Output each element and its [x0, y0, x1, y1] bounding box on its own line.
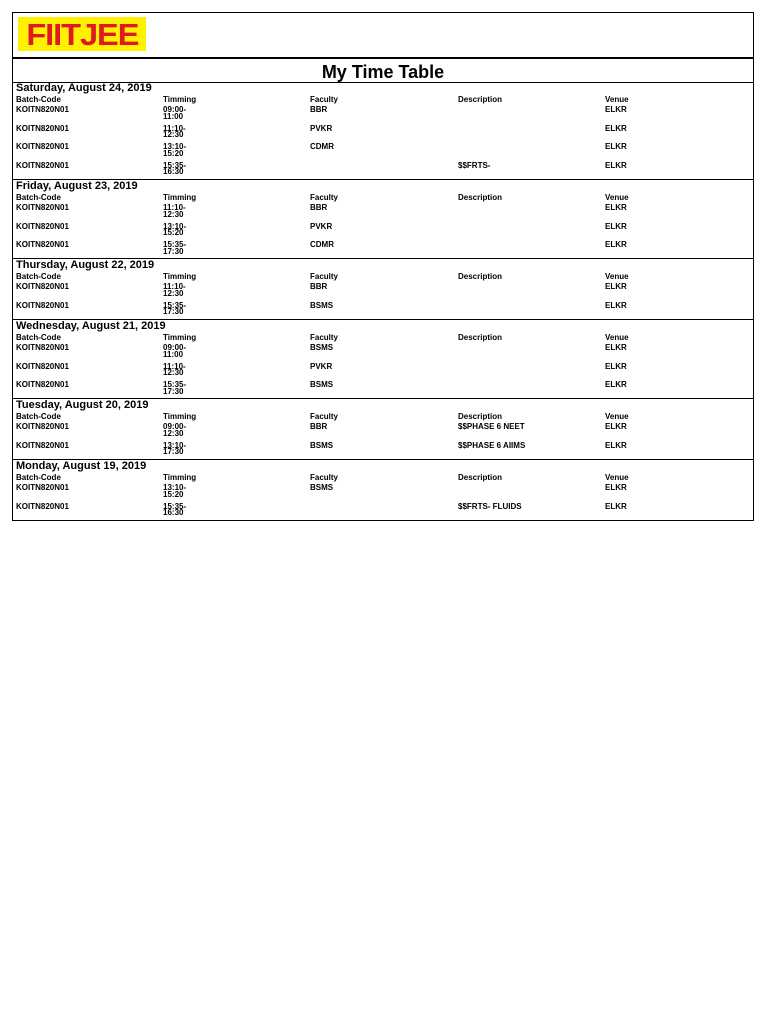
time-start: 15:35- [163, 240, 187, 249]
time-cell [163, 221, 187, 237]
column-header: Batch-Code [16, 193, 61, 202]
faculty-cell: BBR [310, 422, 328, 431]
faculty-cell: BBR [310, 105, 328, 114]
time-end: 15:20 [163, 228, 184, 237]
time-cell [163, 424, 186, 437]
time-cell [163, 440, 187, 456]
time-start: 13:10- [163, 221, 187, 231]
time-start: 13:10- [163, 142, 187, 151]
column-header: Timming [163, 95, 197, 104]
time-start: 15:35- [163, 160, 187, 170]
venue-cell: ELKR [605, 483, 627, 492]
batch-cell: KOITN820N01 [16, 422, 69, 431]
time-start: 15:35- [163, 501, 187, 511]
batch-cell: KOITN820N01 [16, 483, 69, 492]
table-header [13, 271, 753, 282]
day-date: Saturday, August 24, 2019 [16, 82, 152, 94]
time-cell [163, 107, 186, 120]
batch-cell: KOITN820N01 [16, 221, 69, 231]
column-header: Description [458, 95, 503, 104]
batch-cell: KOITN820N01 [16, 501, 69, 511]
column-header: Timming [163, 333, 197, 342]
faculty-cell: BSMS [310, 440, 334, 450]
time-end: 17:30 [163, 447, 184, 456]
day-section [13, 319, 753, 399]
table-row [13, 142, 753, 161]
time-start: 15:35- [163, 380, 187, 389]
column-header: Batch-Code [16, 272, 61, 281]
table-row [13, 441, 753, 460]
time-cell [163, 485, 186, 498]
batch-cell: KOITN820N01 [16, 142, 69, 151]
batch-cell: KOITN820N01 [16, 300, 69, 310]
time-start: 11:10- [163, 361, 186, 371]
day-date: Tuesday, August 20, 2019 [16, 399, 149, 411]
day-section [13, 179, 753, 259]
faculty-cell: BSMS [310, 300, 334, 310]
time-end: 12:30 [163, 130, 184, 139]
time-end: 12:30 [163, 428, 184, 438]
time-end: 12:30 [163, 288, 184, 298]
faculty-cell: BSMS [310, 380, 334, 389]
column-header: Description [458, 412, 503, 421]
table-header [13, 332, 753, 343]
time-cell [163, 144, 186, 157]
page-title: My Time Table [321, 62, 445, 82]
batch-cell: KOITN820N01 [16, 380, 69, 389]
table-row [13, 222, 753, 241]
time-cell [163, 382, 186, 395]
column-header: Batch-Code [16, 95, 61, 104]
table-row [13, 343, 753, 362]
time-start: 13:10- [163, 440, 187, 450]
venue-cell: ELKR [605, 361, 627, 371]
time-end: 11:00 [163, 349, 184, 359]
column-header: Venue [605, 333, 629, 342]
column-header: Description [458, 272, 503, 281]
table-row [13, 362, 753, 381]
time-cell [163, 501, 187, 517]
time-start: 13:10- [163, 483, 187, 492]
venue-cell: ELKR [605, 300, 627, 310]
day-date: Friday, August 23, 2019 [16, 180, 138, 192]
day-section [13, 398, 753, 460]
table-row [13, 301, 753, 320]
table-header [13, 192, 753, 203]
time-end: 15:20 [163, 489, 184, 499]
time-end: 17:30 [163, 307, 184, 316]
time-end: 15:20 [163, 148, 184, 158]
time-cell [163, 284, 186, 297]
table-row [13, 161, 753, 180]
faculty-cell: BSMS [310, 483, 334, 492]
table-header [13, 94, 753, 105]
column-header: Description [458, 473, 503, 482]
time-start: 11:10- [163, 282, 186, 291]
time-cell [163, 123, 186, 139]
description-cell: $$FRTS- [458, 160, 491, 170]
batch-cell: KOITN820N01 [16, 240, 69, 249]
batch-cell: KOITN820N01 [16, 343, 69, 352]
venue-cell: ELKR [605, 422, 627, 431]
table-row [13, 502, 753, 521]
description-cell: $$FRTS- FLUIDS [458, 501, 522, 511]
table-row [13, 105, 753, 124]
time-end: 17:30 [163, 386, 184, 396]
column-header: Venue [605, 193, 629, 202]
day-date: Monday, August 19, 2019 [16, 460, 147, 472]
column-header: Batch-Code [16, 473, 61, 482]
time-end: 16:30 [163, 167, 184, 176]
description-cell: $$PHASE 6 AIIMS [458, 440, 526, 450]
time-cell [163, 300, 187, 316]
table-row [13, 483, 753, 502]
venue-cell: ELKR [605, 123, 627, 133]
column-header: Faculty [310, 193, 339, 202]
time-start: 09:00- [163, 343, 187, 352]
column-header: Description [458, 333, 503, 342]
time-start: 15:35- [163, 300, 187, 310]
column-header: Venue [605, 412, 629, 421]
faculty-cell: PVKR [310, 123, 333, 133]
faculty-cell: CDMR [310, 142, 334, 151]
table-row [13, 422, 753, 441]
time-end: 12:30 [163, 209, 184, 219]
time-end: 11:00 [163, 111, 184, 121]
table-row [13, 203, 753, 222]
time-start: 09:00- [163, 105, 187, 114]
venue-cell: ELKR [605, 203, 627, 212]
venue-cell: ELKR [605, 440, 627, 450]
day-section [13, 82, 753, 179]
faculty-cell: CDMR [310, 240, 334, 249]
faculty-cell: BSMS [310, 343, 334, 352]
venue-cell: ELKR [605, 142, 627, 151]
venue-cell: ELKR [605, 240, 627, 249]
faculty-cell: PVKR [310, 361, 333, 371]
column-header: Batch-Code [16, 333, 61, 342]
table-row [13, 282, 753, 301]
time-start: 11:10- [163, 123, 186, 133]
time-cell [163, 242, 186, 255]
batch-cell: KOITN820N01 [16, 160, 69, 170]
column-header: Faculty [310, 333, 339, 342]
venue-cell: ELKR [605, 282, 627, 291]
column-header: Venue [605, 95, 629, 104]
column-header: Timming [163, 272, 197, 281]
venue-cell: ELKR [605, 221, 627, 231]
column-header: Batch-Code [16, 412, 61, 421]
time-end: 16:30 [163, 508, 184, 517]
timetable-frame [12, 12, 754, 521]
time-cell [163, 345, 186, 358]
fiitjee-logo [18, 17, 146, 51]
table-row [13, 124, 753, 143]
venue-cell: ELKR [605, 105, 627, 114]
time-end: 17:30 [163, 246, 184, 256]
time-start: 09:00- [163, 422, 187, 431]
time-start: 11:10- [163, 203, 186, 212]
day-section [13, 459, 753, 522]
day-date: Wednesday, August 21, 2019 [16, 320, 166, 332]
column-header: Timming [163, 193, 197, 202]
time-cell [163, 205, 186, 218]
time-end: 12:30 [163, 368, 184, 377]
table-row [13, 380, 753, 399]
batch-cell: KOITN820N01 [16, 123, 69, 133]
venue-cell: ELKR [605, 501, 627, 511]
column-header: Faculty [310, 95, 339, 104]
column-header: Venue [605, 473, 629, 482]
faculty-cell: BBR [310, 203, 328, 212]
day-section [13, 258, 753, 320]
column-header: Venue [605, 272, 629, 281]
venue-cell: ELKR [605, 380, 627, 389]
column-header: Faculty [310, 473, 339, 482]
column-header: Timming [163, 473, 197, 482]
description-cell: $$PHASE 6 NEET [458, 422, 525, 431]
time-cell [163, 361, 186, 377]
table-header [13, 472, 753, 483]
column-header: Faculty [310, 412, 339, 421]
batch-cell: KOITN820N01 [16, 282, 69, 291]
faculty-cell: BBR [310, 282, 328, 291]
batch-cell: KOITN820N01 [16, 203, 69, 212]
faculty-cell: PVKR [310, 221, 333, 231]
time-cell [163, 160, 187, 176]
table-header [13, 411, 753, 422]
table-row [13, 240, 753, 259]
column-header: Faculty [310, 272, 339, 281]
logo-text: FIITJEE [25, 16, 139, 52]
batch-cell: KOITN820N01 [16, 440, 69, 450]
column-header: Timming [163, 412, 197, 421]
column-header: Description [458, 193, 503, 202]
venue-cell: ELKR [605, 160, 627, 170]
header-divider [13, 57, 753, 59]
day-date: Thursday, August 22, 2019 [16, 259, 155, 271]
batch-cell: KOITN820N01 [16, 361, 69, 371]
venue-cell: ELKR [605, 343, 627, 352]
batch-cell: KOITN820N01 [16, 105, 69, 114]
